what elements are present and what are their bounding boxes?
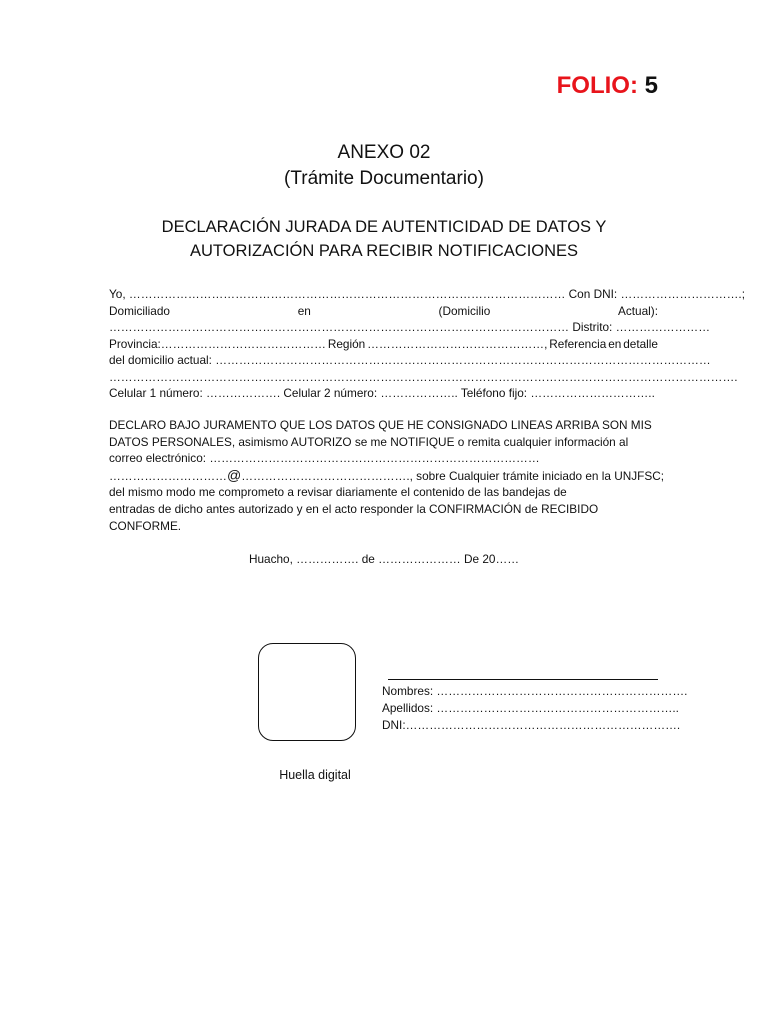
declaration-line: CONFORME. <box>109 518 182 533</box>
declaration-title-line-2: AUTORIZACIÓN PARA RECIBIR NOTIFICACIONES <box>189 242 579 260</box>
form-line-province-region <box>109 336 658 353</box>
form-line-domicile <box>109 303 658 320</box>
form-line-dotted: ……………………………………………………………………………………………………………………………………………. <box>109 369 738 384</box>
form-word: Domiciliado <box>109 303 170 318</box>
email-domain-blank: ……………………………………., sobre Cualquier trámite iniciado en la UNJFSC; <box>241 468 665 483</box>
folio-header <box>557 72 658 100</box>
personal-data-form <box>109 286 745 402</box>
sworn-declaration <box>109 417 665 534</box>
declaration-line: entradas de dicho antes autorizado y en el acto responder la CONFIRMACIÓN de RECIBIDO <box>109 501 599 516</box>
declaration-line: del mismo modo me comprometo a revisar diariamente el contenido de las bandejas de <box>109 485 567 500</box>
form-word: en <box>608 336 622 351</box>
at-sign: @ <box>226 466 242 483</box>
folio-number: 5 <box>644 72 658 99</box>
annex-subtitle: (Trámite Documentario) <box>284 168 484 189</box>
form-line-reference: del domicilio actual: ……………………………………………………………………………………………………………… <box>109 353 711 367</box>
declaration-title <box>0 215 768 263</box>
declaration-line-email: correo electrónico: ………………………………………………………………………… <box>109 451 540 466</box>
form-word: en <box>297 303 311 318</box>
date-place-line: Huacho, ……………. de ………………… De 20…… <box>248 552 520 566</box>
form-word: Referencia <box>549 336 607 351</box>
signature-nombres: Nombres: ………………………………………………………. <box>382 684 688 698</box>
declaration-line: DATOS PERSONALES, asimismo AUTORIZO se me NOTIFIQUE o remita cualquier información al <box>109 434 629 449</box>
form-line-name-dni: Yo, ………………………………………………………………………………………………… Con DNI: ………………………….; <box>109 287 745 301</box>
fingerprint-box <box>258 643 356 741</box>
signature-dni: DNI:……………………………………………………………. <box>382 718 681 732</box>
form-line-phones: Celular 1 número: ………………. Celular 2 número: ……………….. Teléfono fijo: ………………………….. <box>109 386 655 400</box>
form-word: Región <box>327 336 366 351</box>
signature-apellidos: Apellidos: …………………………………………………….. <box>382 701 679 715</box>
declaration-line-email-address <box>109 466 665 485</box>
fingerprint-label: Huella digital <box>279 768 351 782</box>
form-word: Actual): <box>618 303 658 318</box>
form-line-district: ……………………………………………………………………………………………………… Distrito: …………………… <box>109 320 710 334</box>
form-word: (Domicilio <box>438 303 491 318</box>
folio-label: FOLIO: <box>556 72 638 99</box>
email-user-blank: ………………………… <box>109 468 227 483</box>
signature-fields <box>382 683 688 734</box>
declaration-title-line-1: DECLARACIÓN JURADA DE AUTENTICIDAD DE DATOS Y <box>161 218 607 236</box>
form-word: Provincia:…………………………………… <box>109 336 326 351</box>
annex-heading <box>0 140 768 192</box>
annex-title: ANEXO 02 <box>337 142 431 163</box>
form-word: ………………………………………, <box>367 336 548 351</box>
signature-line <box>388 679 658 680</box>
form-word: detalle <box>623 336 658 351</box>
declaration-line: DECLARO BAJO JURAMENTO QUE LOS DATOS QUE HE CONSIGNADO LINEAS ARRIBA SON MIS <box>109 418 652 432</box>
